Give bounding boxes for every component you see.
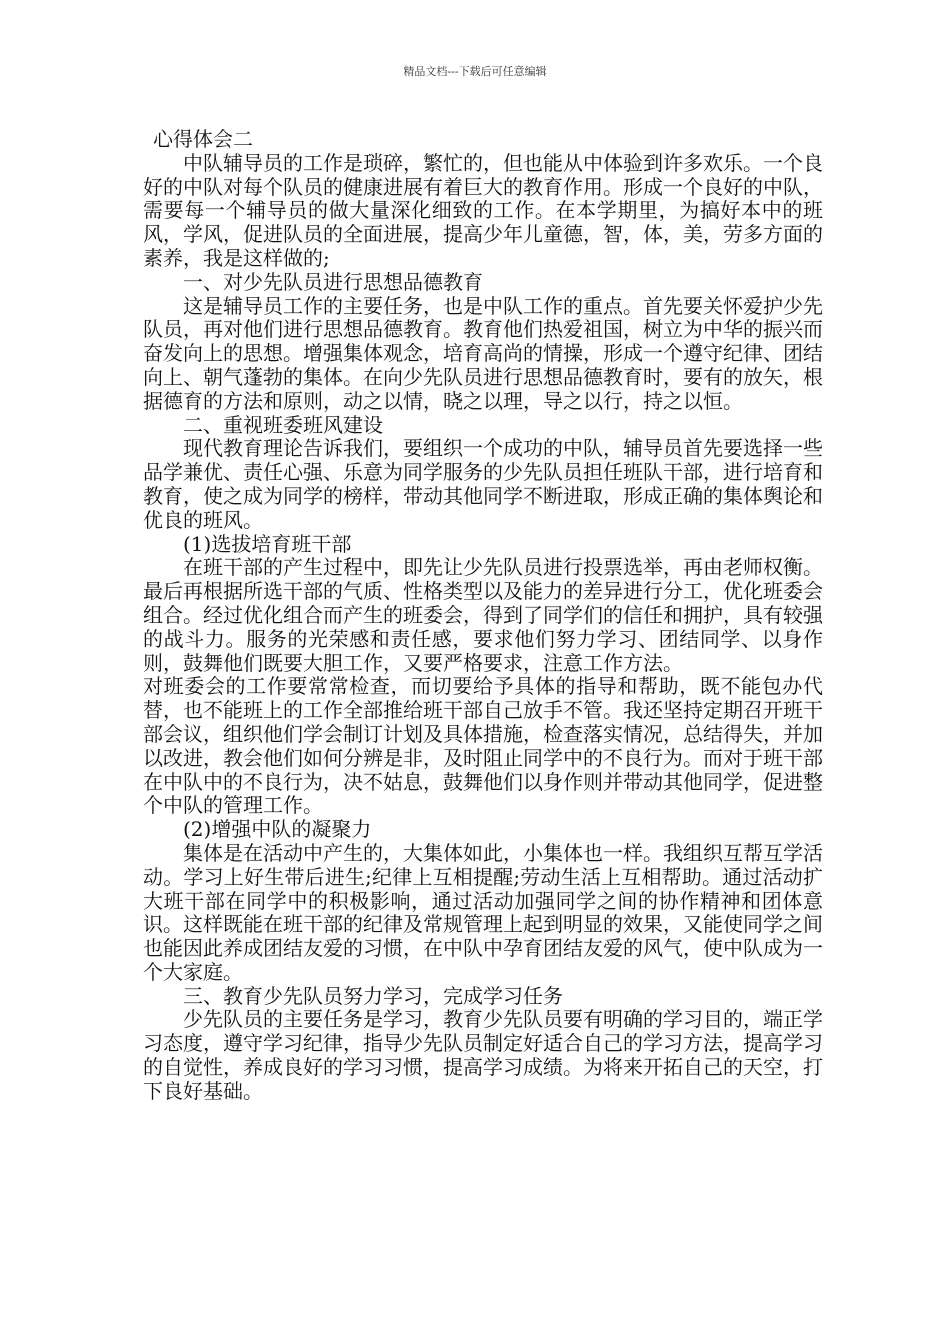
paragraph-subsection-1: 在班干部的产生过程中，即先让少先队员进行投票选举，再由老师权衡。最后再根据所选干部的气质、性格类型以及能力的差异进行分工，优化班委会组合。经过优化组合而产生的班委会，得到了同学们的信任和拥护，具有较强的战斗力。服务的光荣感和责任感，要求他们努力学习、团结同学、以身作则，鼓舞他们既要大胆工作，又要严格要求，注意工作方法。 [143,555,823,675]
document-title: 心得体会二 [153,127,253,151]
paragraph-subsection-2: 集体是在活动中产生的，大集体如此，小集体也一样。我组织互帮互学活动。学习上好生带后进生;纪律上互相提醒;劳动生活上互相帮助。通过活动扩大班干部在同学中的积极影响，通过活动加强同学之间的协作精神和团体意识。这样既能在班干部的纪律及常规管理上起到明显的效果，又能使同学之间也能因此养成团结友爱的习惯，在中队中孕育团结友爱的风气，使中队成为一个大家庭。 [143,840,823,984]
subsection-heading-1: (1)选拔培育班干部 [183,531,352,556]
paragraph-section-3: 少先队员的主要任务是学习，教育少先队员要有明确的学习目的，端正学习态度，遵守学习纪律，指导少先队员制定好适合自己的学习方法，提高学习的自觉性，养成良好的学习习惯，提高学习成绩。为将来开拓自己的天空，打下良好基础。 [143,1007,823,1103]
paragraph-subsection-1-continued: 对班委会的工作要常常检查，而切要给予具体的指导和帮助，既不能包办代替，也不能班上的工作全部推给班干部自己放手不管。我还坚持定期召开班干部会议，组织他们学会制订计划及具体措施，检查落实情况，总结得失，并加以改进，教会他们如何分辨是非，及时阻止同学中的不良行为。而对于班干部在中队中的不良行为，决不姑息，鼓舞他们以身作则并带动其他同学，促进整个中队的管理工作。 [143,674,823,818]
paragraph-section-2: 现代教育理论告诉我们，要组织一个成功的中队，辅导员首先要选择一些品学兼优、责任心强、乐意为同学服务的少先队员担任班队干部，进行培育和教育，使之成为同学的榜样，带动其他同学不断进取，形成正确的集体舆论和优良的班风。 [143,436,823,532]
document-body [143,128,823,1104]
subsection-heading-2: (2)增强中队的凝聚力 [183,817,372,842]
section-heading-1: 一、对少先队员进行思想品德教育 [183,269,483,294]
paragraph-section-1: 这是辅导员工作的主要任务，也是中队工作的重点。首先要关怀爱护少先队员，再对他们进行思想品德教育。教育他们热爱祖国，树立为中华的振兴而奋发向上的思想。增强集体观念，培育高尚的情操，形成一个遵守纪律、团结向上、朝气蓬勃的集体。在向少先队员进行思想品德教育时，要有的放矢，根据德育的方法和原则，动之以情，晓之以理，导之以行，持之以恒。 [143,293,823,413]
paragraph-intro: 中队辅导员的工作是琐碎，繁忙的，但也能从中体验到许多欢乐。一个良好的中队对每个队员的健康进展有着巨大的教育作用。形成一个良好的中队，需要每一个辅导员的做大量深化细致的工作。在本学期里，为搞好本中的班风，学风，促进队员的全面进展，提高少年儿童德，智，体，美，劳多方面的素养，我是这样做的; [143,150,823,270]
section-heading-3: 三、教育少先队员努力学习，完成学习任务 [183,983,563,1008]
section-heading-2: 二、重视班委班风建设 [183,412,383,437]
page-header: 精品文档---下载后可任意编辑 [403,65,547,78]
